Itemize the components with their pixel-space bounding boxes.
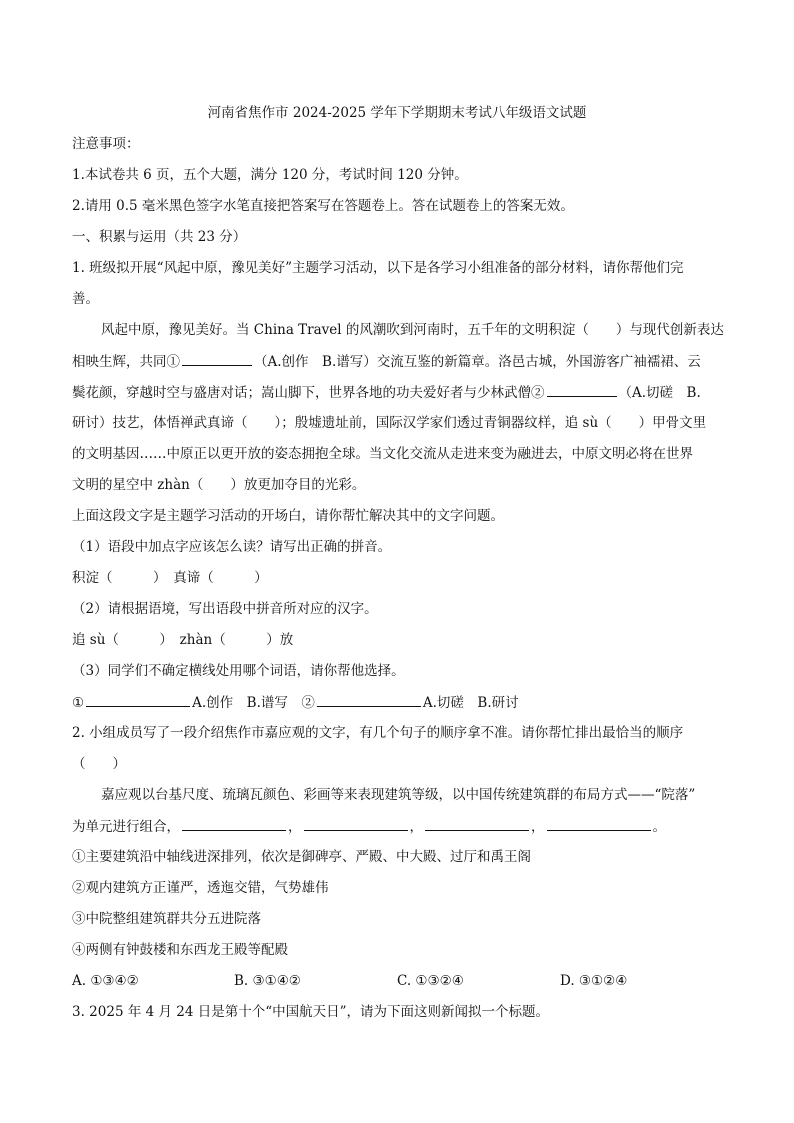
q1-lead: 上面这段文字是主题学习活动的开场白，请你帮忙解决其中的文字问题。 [72, 508, 504, 524]
q1-sub2-answer[interactable]: 追 sù（ ） zhàn（ ）放 [72, 632, 294, 648]
q1-passage-line [72, 351, 722, 372]
q1-passage-text: 相映生辉，共同① [72, 354, 180, 370]
q1-sub3-answer [72, 692, 722, 713]
q1-passage-text: 鬓花颜，穿越时空与盛唐对话；嵩山脚下，世界各地的功夫爱好者与少林武僧② [72, 385, 545, 401]
answer-blank-6[interactable] [304, 816, 408, 831]
q1-passage-line: 的文明基因……中原正以更开放的姿态拥抱全球。当文化交流从走进来变为融进去，中原文明必将在世界 [72, 446, 693, 462]
q2-stem: 2. 小组成员写了一段介绍焦作市嘉应观的文字，有几个句子的顺序拿不准。请你帮忙排出最恰当的顺序 [72, 725, 684, 741]
answer-blank-4[interactable] [317, 692, 421, 707]
answer-blank-5[interactable] [182, 816, 286, 831]
q1-passage-line: 研讨）技艺，体悟禅武真谛（ ）；殷墟遗址前，国际汉学家们透过青铜器纹样，追 sù（ ）甲骨文里 [72, 415, 707, 431]
answer-blank-7[interactable] [425, 816, 529, 831]
q1-sub1: （1）语段中加点字应该怎么读？请写出正确的拼音。 [72, 539, 392, 555]
q1-sub2: （2）请根据语境，写出语段中拼音所对应的汉字。 [72, 601, 378, 617]
q2-answer-bracket[interactable]: （ ） [72, 756, 126, 772]
q1-passage-text: （A.切磋 B. [618, 385, 701, 401]
comma: ， [531, 819, 545, 835]
q1-sub3: （3）同学们不确定横线处用哪个词语，请你帮他选择。 [72, 663, 405, 679]
q1-stem: 1. 班级拟开展“风起中原，豫见美好”主题学习活动，以下是各学习小组准备的部分材料，请你帮他们完 [72, 260, 684, 276]
q1-passage-line: 风起中原，豫见美好。当 China Travel 的风潮吹到河南时，五千年的文明积淀（ ）与现代创新表达 [101, 322, 724, 338]
q2-passage-line [72, 816, 722, 837]
answer-blank-1[interactable] [182, 351, 252, 366]
q2-passage-line: 嘉应观以台基尺度、琉璃瓦颜色、彩画等来表现建筑等级，以中国传统建筑群的布局方式——“院落” [101, 787, 696, 803]
q1-passage-text: （A.创作 B.谱写）交流互鉴的新篇章。洛邑古城，外国游客广袖襦裙、云 [254, 354, 701, 370]
q2-sentence: ③中院整组建筑群共分五进院落 [72, 911, 261, 927]
q1-sub3-choices: A.创作 B.谱写 ② [192, 695, 315, 711]
period: 。 [652, 819, 666, 835]
notice-header: 注意事项： [72, 136, 140, 152]
q1-stem-cont: 善。 [72, 291, 99, 307]
comma: ， [288, 819, 302, 835]
q1-sub3-label: ① [72, 695, 85, 711]
answer-blank-3[interactable] [86, 692, 190, 707]
q2-sentence: ①主要建筑沿中轴线进深排列，依次是御碑亭、严殿、中大殿、过厅和禹王阁 [72, 849, 531, 865]
q2-option-c[interactable]: C. ①③②④ [397, 973, 464, 989]
q2-option-d[interactable]: D. ③①②④ [560, 973, 628, 989]
comma: ， [409, 819, 423, 835]
section-heading: 一、积累与运用（共 23 分） [72, 229, 247, 245]
notice-item: 2.请用 0.5 毫米黑色签字水笔直接把答案写在答题卷上。答在试题卷上的答案无效。 [72, 198, 574, 214]
q1-sub3-choices: A.切磋 B.研讨 [422, 695, 519, 711]
q1-sub1-answer[interactable]: 积淀（ ） 真谛（ ） [72, 570, 268, 586]
q1-passage-line [72, 382, 722, 403]
q3-stem: 3. 2025 年 4 月 24 日是第十个“中国航天日”，请为下面这则新闻拟一个标题。 [72, 1004, 550, 1020]
q2-sentence: ②观内建筑方正谨严，透迤交错，气势雄伟 [72, 880, 329, 896]
q2-option-a[interactable]: A. ①③④② [72, 973, 139, 989]
q2-passage-text: 为单元进行组合， [72, 819, 180, 835]
answer-blank-2[interactable] [547, 382, 617, 397]
q2-option-b[interactable]: B. ③①④② [234, 973, 301, 989]
q2-sentence: ④两侧有钟鼓楼和东西龙王殿等配殿 [72, 942, 288, 958]
answer-blank-8[interactable] [547, 816, 651, 831]
q1-passage-line: 文明的星空中 zhàn（ ）放更加夺目的光彩。 [72, 477, 366, 493]
exam-title: 河南省焦作市 2024-2025 学年下学期期末考试八年级语文试题 [207, 105, 587, 121]
notice-item: 1.本试卷共 6 页，五个大题，满分 120 分，考试时间 120 分钟。 [72, 167, 468, 183]
